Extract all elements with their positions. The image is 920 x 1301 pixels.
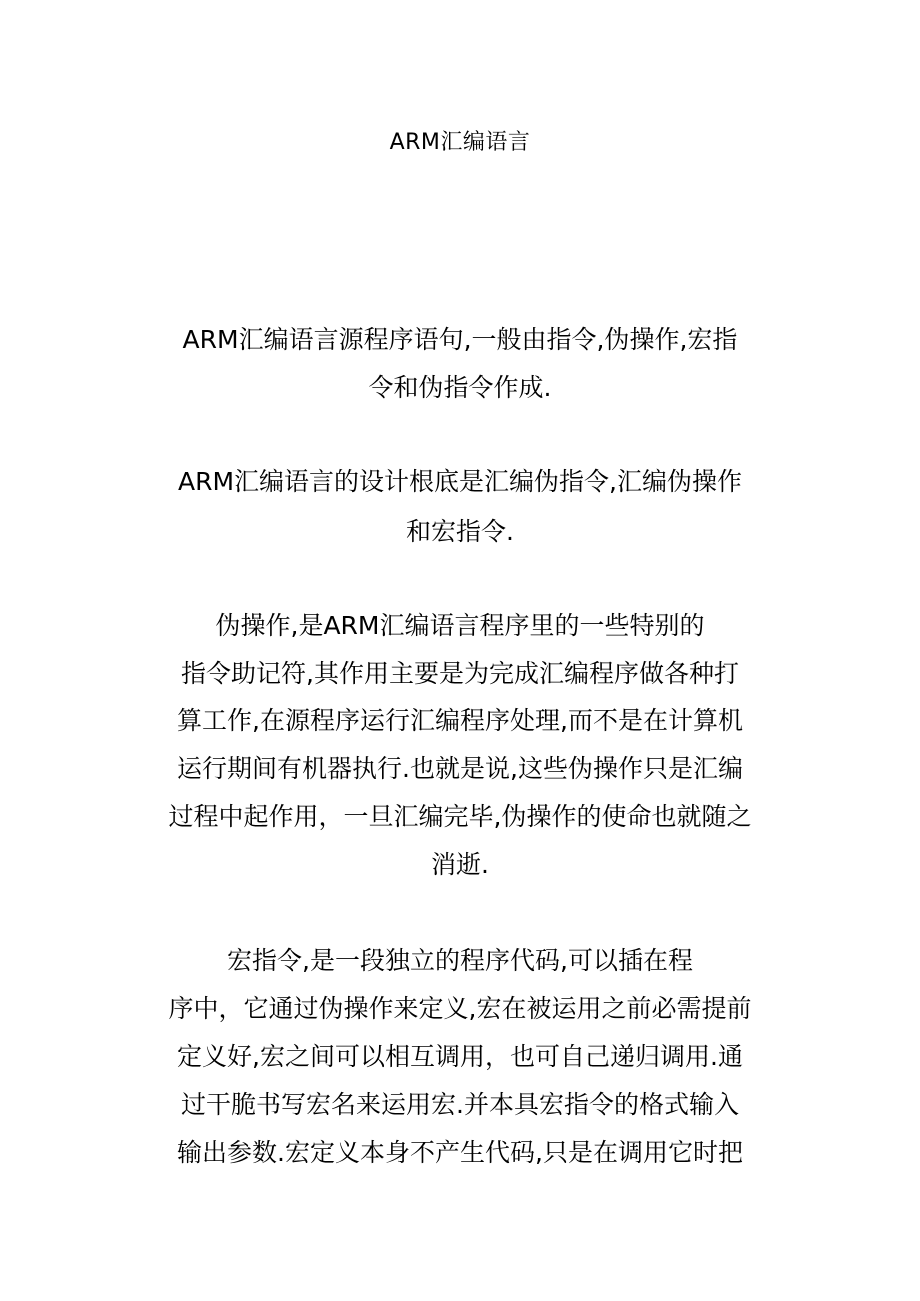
paragraph-line: ARM汇编语言的设计根底是汇编伪指令,汇编伪操作 xyxy=(178,467,742,496)
paragraph-line: 运行期间有机器执行.也就是说,这些伪操作只是汇编 xyxy=(177,754,743,783)
paragraph-line: 算工作,在源程序运行汇编程序处理,而不是在计算机 xyxy=(177,706,743,735)
paragraph-line: ARM汇编语言源程序语句,一般由指令,伪操作,宏指 xyxy=(182,325,738,354)
paragraph-line: 过程中起作用，一旦汇编完毕,伪操作的使命也就随之 xyxy=(168,802,752,831)
paragraph-line: 令和伪指令作成. xyxy=(368,373,552,402)
paragraph-line: 伪操作,是ARM汇编语言程序里的一些特别的 xyxy=(215,611,705,640)
document-title: ARM汇编语言 xyxy=(389,130,531,155)
paragraph-line: 过干脆书写宏名来运用宏.并本具宏指令的格式输入 xyxy=(181,1090,739,1119)
paragraph-line: 消逝. xyxy=(431,850,489,879)
paragraph-line: 宏指令,是一段独立的程序代码,可以插在程 xyxy=(227,946,693,975)
paragraph-line: 指令助记符,其作用主要是为完成汇编程序做各种打 xyxy=(181,659,739,688)
paragraph-line: 定义好,宏之间可以相互调用，也可自己递归调用.通 xyxy=(177,1042,743,1071)
paragraph-line: 输出参数.宏定义本身不产生代码,只是在调用它时把 xyxy=(177,1138,743,1167)
paragraph-line: 和宏指令. xyxy=(406,517,514,546)
paragraph-line: 序中，它通过伪操作来定义,宏在被运用之前必需提前 xyxy=(168,994,752,1023)
